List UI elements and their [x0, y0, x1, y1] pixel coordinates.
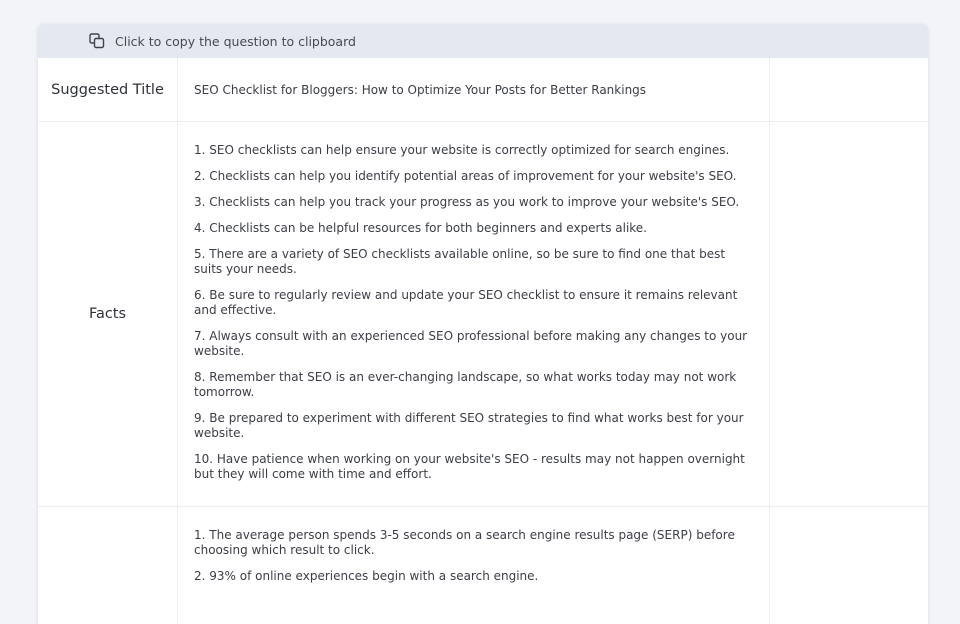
empty-cell [770, 58, 928, 121]
list-item: 5. There are a variety of SEO checklists available online, so be sure to find one that best suits your needs. [194, 247, 726, 276]
copy-icon[interactable] [88, 32, 106, 50]
list-item: 9. Be prepared to experiment with different SEO strategies to find what works best for your website. [194, 411, 744, 440]
list-item: 10. Have patience when working on your website's SEO - results may not happen overnight but they will come with time and effort. [194, 452, 745, 481]
empty-cell [770, 507, 928, 624]
list-item: 1. SEO checklists can help ensure your website is correctly optimized for search engines. [194, 143, 730, 157]
row-label: Suggested Title [38, 58, 178, 121]
list-item: 6. Be sure to regularly review and update your SEO checklist to ensure it remains relevant and effective. [194, 288, 738, 317]
list-item: 2. Checklists can help you identify potential areas of improvement for your website's SEO. [194, 169, 737, 183]
suggested-title-value [178, 58, 770, 121]
facts-list [178, 122, 770, 506]
list-item: 1. The average person spends 3-5 seconds on a search engine results page (SERP) before choosing which result to click. [194, 528, 735, 557]
list-item: 4. Checklists can be helpful resources for both beginners and experts alike. [194, 221, 647, 235]
list-item: 8. Remember that SEO is an ever-changing landscape, so what works today may not work tomorrow. [194, 370, 737, 399]
suggested-title-text: SEO Checklist for Bloggers: How to Optimize Your Posts for Better Rankings [194, 82, 647, 97]
list-item: 2. 93% of online experiences begin with a search engine. [194, 569, 539, 583]
suggested-title-row [38, 58, 928, 122]
statistics-row [38, 507, 928, 624]
question-panel [38, 24, 928, 624]
row-label [38, 507, 178, 624]
statistics-list [178, 507, 770, 624]
row-label: Facts [38, 122, 178, 506]
empty-cell [770, 122, 928, 506]
list-item: 3. Checklists can help you track your progress as you work to improve your website's SEO. [194, 195, 740, 209]
copy-to-clipboard-bar[interactable] [38, 24, 928, 58]
copy-label: Click to copy the question to clipboard [115, 33, 356, 49]
list-item: 7. Always consult with an experienced SEO professional before making any changes to your website. [194, 329, 748, 358]
facts-row [38, 122, 928, 507]
